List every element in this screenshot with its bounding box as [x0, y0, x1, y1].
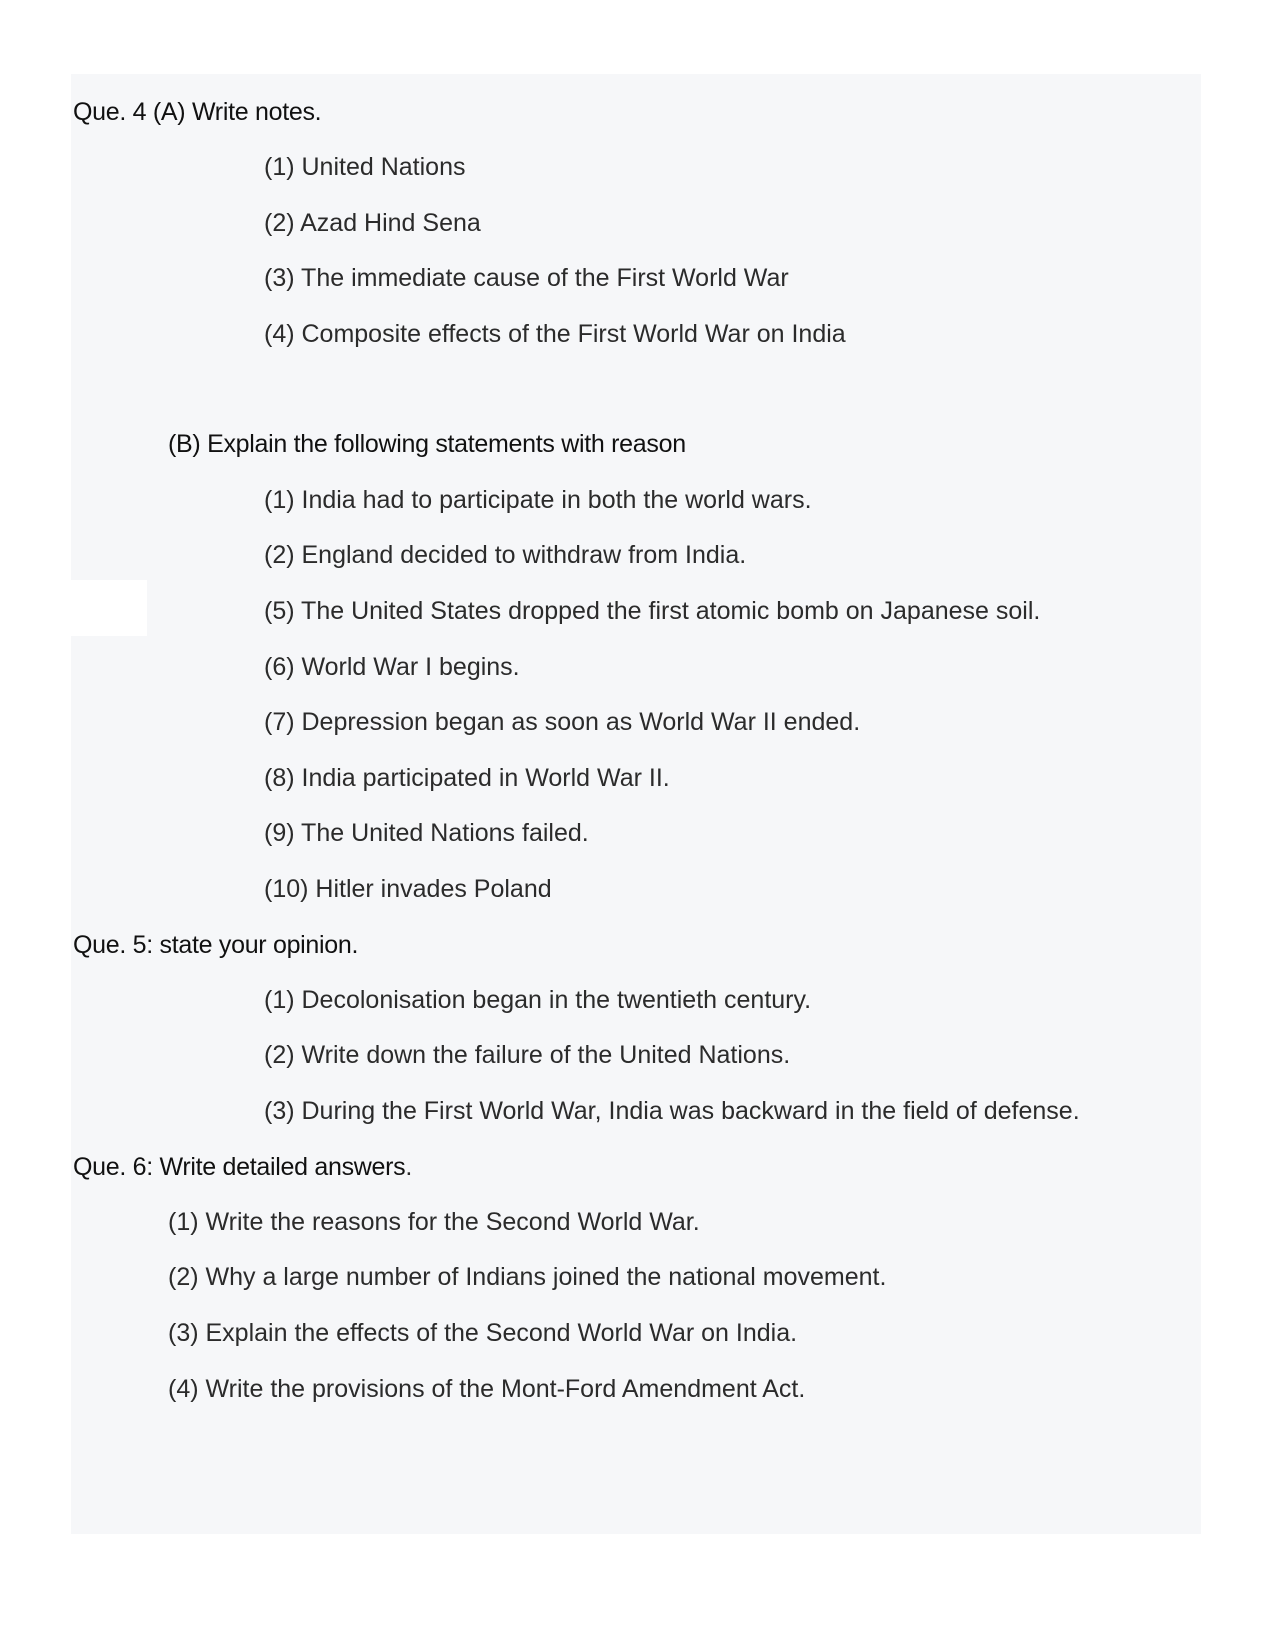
- que6-heading-period: .: [405, 1153, 413, 1181]
- que6-item-2: (2) Why a large number of Indians joined the national movement.: [168, 1263, 887, 1291]
- que4-b-item-1: (1) India had to participate in both the world wars.: [264, 486, 812, 514]
- que4-a-item-2: (2) Azad Hind Sena: [264, 209, 481, 237]
- que5-item-1: (1) Decolonisation began in the twentieth century.: [264, 986, 812, 1014]
- que4-b-item-9: (9) The United Nations failed.: [264, 819, 589, 847]
- que4-a-item-3: (3) The immediate cause of the First World War: [264, 264, 789, 292]
- que4-b-item-10: (10) Hitler invades Poland: [264, 875, 552, 903]
- que6-heading: Que. 6: Write detailed answers: [73, 1153, 406, 1181]
- que5-item-3: (3) During the First World War, India was backward in the field of defense.: [264, 1097, 1080, 1125]
- que5-heading: Que. 5: state your opinion.: [73, 931, 359, 959]
- que6-item-1: (1) Write the reasons for the Second World War.: [168, 1208, 700, 1236]
- que6-heading-line: [73, 1151, 412, 1183]
- que4-a-item-1: (1) United Nations: [264, 153, 466, 181]
- que4-b-item-2: (2) England decided to withdraw from India.: [264, 541, 747, 569]
- que4-a-item-4: (4) Composite effects of the First World War on India: [264, 320, 846, 348]
- que6-item-3: (3) Explain the effects of the Second World War on India.: [168, 1319, 798, 1347]
- page-notch: [71, 580, 147, 636]
- que5-item-2: (2) Write down the failure of the United Nations.: [264, 1041, 791, 1069]
- que4-heading: Que. 4 (A) Write notes.: [73, 98, 322, 126]
- que4-b-item-7: (7) Depression began as soon as World War II ended.: [264, 708, 861, 736]
- que4-b-item-6: (6) World War I begins.: [264, 653, 520, 681]
- que4-b-item-8: (8) India participated in World War II.: [264, 764, 670, 792]
- que4-b-heading: (B) Explain the following statements with reason: [168, 430, 686, 458]
- que6-item-4: (4) Write the provisions of the Mont-Ford Amendment Act.: [168, 1375, 806, 1403]
- que4-b-item-5: (5) The United States dropped the first atomic bomb on Japanese soil.: [264, 597, 1041, 625]
